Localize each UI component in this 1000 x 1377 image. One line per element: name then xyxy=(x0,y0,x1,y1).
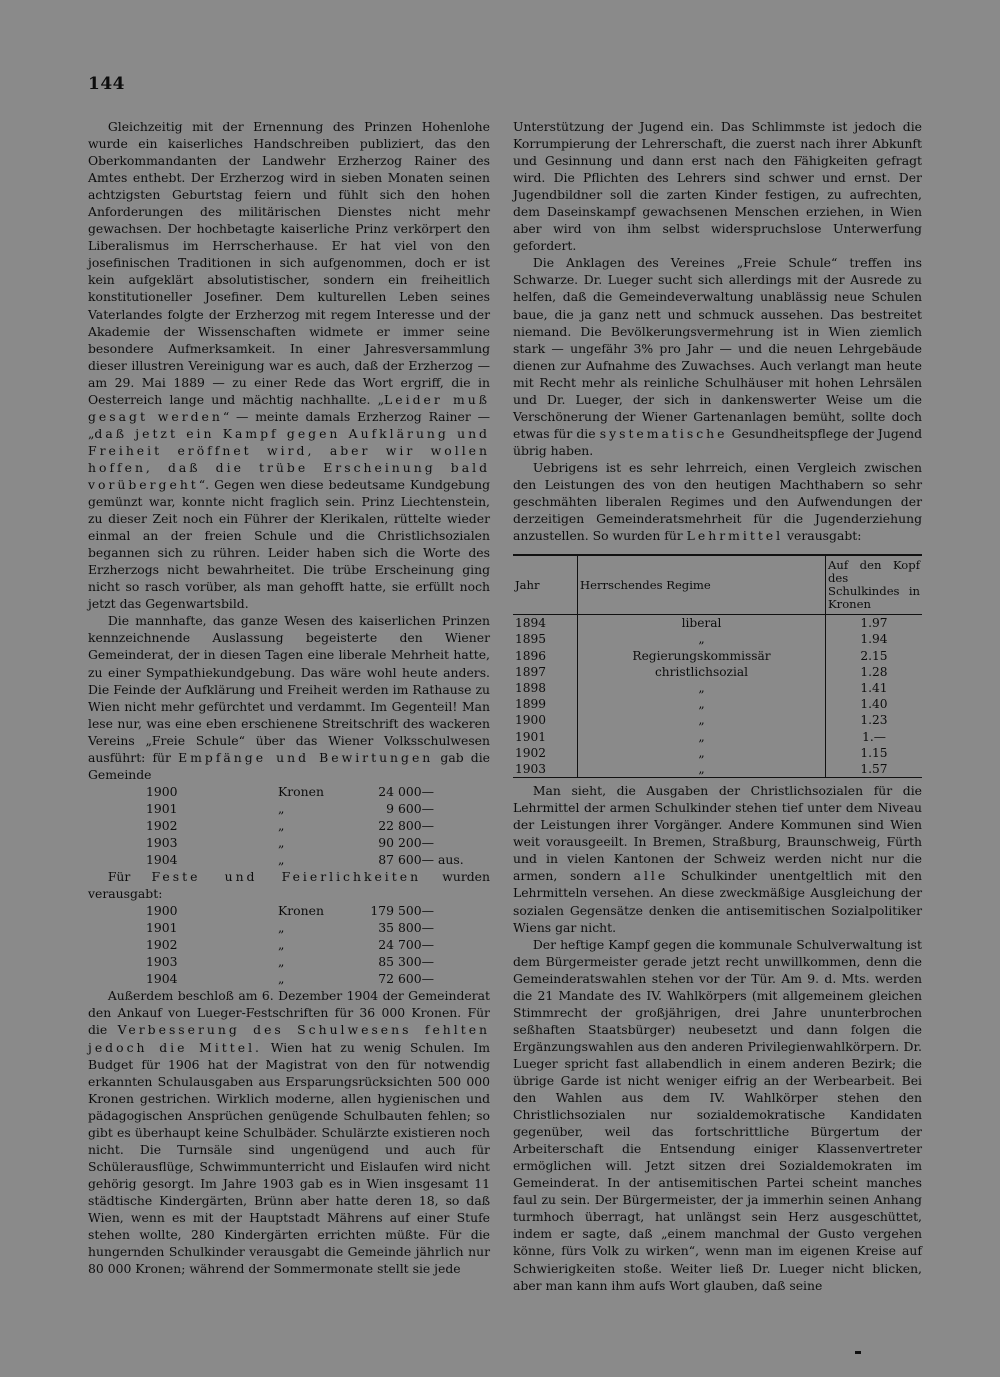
cell-regime: „ xyxy=(578,712,826,728)
amount: 24 700— xyxy=(378,937,434,953)
cell-value: 1.97 xyxy=(826,615,923,632)
list-row xyxy=(146,953,438,970)
year: 1901 xyxy=(146,920,178,936)
cell-year: 1902 xyxy=(515,745,547,760)
cell-regime: „ xyxy=(578,680,826,696)
amount: 179 500— xyxy=(370,903,434,919)
table-row xyxy=(513,712,922,728)
list-row xyxy=(146,834,464,851)
year: 1902 xyxy=(146,817,178,833)
cell-year: 1896 xyxy=(515,648,547,663)
suffix: aus. xyxy=(438,852,464,868)
list-row xyxy=(146,783,464,800)
unit: „ xyxy=(278,834,285,850)
paragraph xyxy=(513,459,922,544)
list-row xyxy=(146,800,464,817)
text-run: Gesundheitspflege der Jugend übrig haben. xyxy=(513,425,923,458)
suffix xyxy=(438,834,464,851)
year: 1902 xyxy=(146,937,178,953)
paragraph: Unterstützung der Jugend ein. Das Schlimmste ist jedoch die Korrumpierung der Lehrerschaft, die zuerst nach ihrer Abkunft und Gesinnung und dann erst nach den Fähigkeiten gefragt wird. Die Pflichten des Lehrers sind schwer und ernst. Der Jugendbildner soll die zarten Kinder festigen, zu aufrechten, dem Daseinskampf gewachsenen Menschen erziehen, in Wien aber wird von ihm selbst widerspruchslose Unterwerfung gefordert. xyxy=(513,119,922,254)
list-row xyxy=(146,902,438,919)
paragraph xyxy=(513,782,922,935)
cell-value: 1.57 xyxy=(826,761,923,778)
expense-list-festivities xyxy=(146,902,438,987)
amount: 24 000— xyxy=(378,783,434,799)
table-row xyxy=(513,680,922,696)
cell-year: 1895 xyxy=(515,632,547,647)
cell-value: 1.— xyxy=(826,729,923,745)
text-run: Uebrigens ist es sehr lehrreich, einen Vergleich zwischen den Leistungen des von den heutigen Machthabern so sehr geschmähten liberalen Regimes und den Aufwendungen der derzeitigen Gemeinderatsmehrheit für die Jugenderziehung anzustellen. So wurden für xyxy=(513,459,922,544)
text-run: verausgabt: xyxy=(783,528,862,544)
unit: „ xyxy=(278,800,285,816)
spaced-text: alle xyxy=(633,868,669,884)
text-run: Die mannhafte, das ganze Wesen des kaiserlichen Prinzen kennzeichnende Auslassung begeisterte den Wiener Gemeinderat, der in diesen Tagen eine liberale Mehrheit hatte, zu einer Sympathiekundgebung. Das wäre wohl heute anders. Die Feinde der Aufklärung und Freiheit werden im Rathause zu Wien nicht mehr gefürchtet und verdammt. Im Gegenteil! Man lese nur, was eine eben erschienene Streitschrift des wackeren Vereins „Freie Schule“ über das Wiener Volksschulwesen ausführt: für xyxy=(88,613,490,765)
text-run: Gleichzeitig mit der Ernennung des Prinzen Hohenlohe wurde ein kaiserliches Handschreiben publiziert, das den Oberkommandanten der Landwehr Erzherzog Rainer des Amtes enthebt. Der Erzherzog wird in sieben Monaten seinen achtzigsten Geburtstag feiern und fühlt sich den hohen Anforderungen des militärischen Dienstes nicht mehr gewachsen. Der hochbetagte kaiserliche Prinz verkörpert den Liberalismus im Herrscherhause. Er hat viel von den josefinischen Traditionen in sich aufgenommen, doch er ist kein aufgeklärt absolutistischer, sondern ein freiheitlich konstitutioneller Josefiner. Dem kulturellen Leben seines Vaterlandes folgte der Erzherzog mit regem Interesse und der Akademie der Wissenschaften widmete er immer seine besondere Aufmerksamkeit. In einer Jahresversammlung dieser illustren Vereinigung war es auch, daß der Erzherzog — am 29. Mai 1889 — zu einer Rede das Wort ergriff, die in Oesterreich lange und mächtig nachhallte. „ xyxy=(88,119,490,407)
list-row xyxy=(146,970,438,987)
text-run: Schulkinder unentgeltlich mit den Lehrmitteln versehen. An diese zweckmäßige Ausgleichung der sozialen Gegensätze denken die antisemitischen Sozialpolitiker Wiens gar nicht. xyxy=(513,868,923,935)
left-column xyxy=(88,118,490,1277)
table-row xyxy=(513,729,922,745)
suffix xyxy=(438,800,464,817)
paragraph xyxy=(88,612,490,782)
year: 1900 xyxy=(146,783,178,799)
list-row xyxy=(146,817,464,834)
unit: „ xyxy=(278,852,285,868)
spaced-text: Verbesserung des Schulwesens fehlten jedoch die Mittel. xyxy=(88,1022,491,1055)
expense-list-receptions xyxy=(146,783,464,868)
list-row xyxy=(146,919,438,936)
column-header-year: Jahr xyxy=(513,556,578,615)
text-run: Wien hat zu wenig Schulen. Im Budget für 1906 hat der Magistrat von den für notwendig erkannten Schulausgaben aus Ersparungsrücksichten 500 000 Kronen gestrichen. Wirklich moderne, allen hygienischen und pädagogischen Ansprüchen genügende Schulbauten fehlen; so gibt es überhaupt keine Schulbäder. Schulärzte existieren noch nicht. Die Turnsäle sind ungenügend und auch für Schülerausflüge, Schwimmunterricht und Eislaufen wird nicht gehörig gesorgt. Im Jahre 1903 gab es in Wien insgesamt 11 städtische Kindergärten, Brünn aber hatte deren 18, so daß Wien, wenn es mit der Hauptstadt Mährens auf einer Stufe stehen wollte, 280 Kindergärten errichten müßte. Für die hungernden Schulkinder verausgabt die Gemeinde jährlich nur 80 000 Kronen; während der Sommermonate stellt sie jede xyxy=(88,1039,491,1277)
cell-year: 1903 xyxy=(513,761,578,778)
text-run: “. Gegen wen diese bedeutsame Kundgebung gemünzt war, konnte nicht fraglich sein. Prinz Liechtenstein, zu dieser Zeit noch ein Führer der Klerikalen, rüttelte wieder einmal an der freien Schule und die Christlichsozialen begannen sich zu rühren. Leider haben sich die Worte des Erzherzogs nicht bewahrheitet. Die trübe Erscheinung ging nicht so rasch vorüber, als man gehofft hatte, sie erfüllt noch jetzt das Gegenwartsbild. xyxy=(88,476,490,612)
amount: 85 300— xyxy=(378,954,434,970)
table-row xyxy=(513,615,922,632)
text-run: gab die Gemeinde xyxy=(88,749,491,782)
text-run: Für xyxy=(107,869,152,885)
cell-year: 1901 xyxy=(515,729,547,744)
paragraph: Der heftige Kampf gegen die kommunale Schulverwaltung ist dem Bürgermeister gerade jetzt recht unwillkommen, denn die Gemeinderatswahlen stehen vor der Tür. Am 9. d. Mts. werden die 21 Mandate des IV. Wahlkörpers (mit allgemeinem gleichen Stimmrecht der großjährigen, drei Jahre ununterbrochen seßhaften Staatsbürger) neubesetzt und dann folgen die Ergänzungswahlen aus den anderen Privilegienwahlkörpern. Dr. Lueger spricht fast allabendlich in einem anderen Bezirk; die übrige Garde ist nicht weniger eifrig an der Werbearbeit. Bei den Wahlen aus dem IV. Wahlkörper stehen den Christlichsozialen nur sozialdemokratische Kandidaten gegenüber, weil das fortschrittliche Bürgertum der Arbeiterschaft die Entsendung einiger Klassenvertreter ermöglichen will. Jetzt sitzen drei Sozialdemokraten im Gemeinderat. In der antisemitischen Partei scheint manches faul zu sein. Der Bürgermeister, der ja immerhin seinen Anhang turmhoch überragt, hat unlängst sein Herz ausgeschüttet, indem er sagte, daß „einem manchmal der Gusto vergehen könne, fürs Volk zu wirken“, wenn man im eigenen Kreise auf Schwierigkeiten stoße. Weiter ließ Dr. Lueger nicht blicken, aber man kann ihm aufs Wort glauben, daß seine xyxy=(513,936,922,1293)
amount: 35 800— xyxy=(378,920,434,936)
text-run: Die Anklagen des Vereines „Freie Schule“ treffen ins Schwarze. Dr. Lueger sucht sich allerdings mit der Ausrede zu helfen, daß die Gemeindeverwaltung unablässig neue Schulen baue, die ja ganz nett und schmuck aussehen. Das bestreitet niemand. Die Bevölkerungsvermehrung ist in Wien ziemlich stark — ungefähr 3% pro Jahr — und die neuen Lehrgebäude dienen zur Aufnahme des Zuwachses. Auch verlangt man heute mit Recht mehr als reinliche Schulhäuser mit hohen Lehrsälen und Dr. Lueger, der sich in dankenswerter Weise um die Verschönerung der Wiener Gartenanlagen bemüht, sollte doch etwas für die xyxy=(513,255,922,441)
cell-value: 1.41 xyxy=(826,680,923,696)
year: 1901 xyxy=(146,800,178,816)
table-row xyxy=(513,696,922,712)
text-run: wurden verausgabt: xyxy=(88,869,490,902)
text-run: Man sieht, die Ausgaben der Christlichsozialen für die Lehrmittel der armen Schulkinder stehen tief unter dem Niveau der Leistungen ihrer Vorgänger. Andere Kommunen sind Wien weit vorausgeeilt. In Bremen, Straßburg, Braunschweig, Fürth und in vielen Kantonen der Schweiz werden nicht nur die armen, sondern xyxy=(513,783,922,884)
cell-value: 1.40 xyxy=(826,696,923,712)
year: 1903 xyxy=(146,834,178,850)
teaching-materials-table xyxy=(513,556,922,778)
cell-regime: „ xyxy=(578,696,826,712)
table-row xyxy=(513,745,922,761)
column-header-per-child: Auf den Kopf des Schulkindes in Kronen xyxy=(826,556,923,615)
table-row xyxy=(513,761,922,778)
table-row xyxy=(513,631,922,647)
cell-year: 1897 xyxy=(515,664,547,679)
spaced-text: daß jetzt ein Kampf gegen Aufklärung und Freiheit eröffnet wird, aber wir wollen hoffen, daß die trübe Erscheinung bald vorübergeht xyxy=(88,425,490,492)
column-header-regime: Herrschendes Regime xyxy=(578,556,826,615)
cell-year: 1900 xyxy=(515,713,547,728)
unit: „ xyxy=(278,954,285,970)
cell-value: 1.15 xyxy=(826,745,923,761)
cell-year: 1894 xyxy=(515,616,547,631)
amount: 90 200— xyxy=(378,834,434,850)
amount: 72 600— xyxy=(378,971,434,987)
cell-value: 1.28 xyxy=(826,664,923,680)
text-run: “ — meinte damals Erzherzog Rainer — „ xyxy=(88,408,490,441)
year: 1900 xyxy=(146,903,178,919)
paragraph xyxy=(513,254,922,459)
list-row xyxy=(146,851,464,868)
year: 1904 xyxy=(146,852,178,868)
cell-regime: liberal xyxy=(578,615,826,632)
unit: „ xyxy=(278,937,285,953)
spaced-text: Lehrmittel xyxy=(686,528,784,544)
print-mark xyxy=(855,1351,861,1354)
cell-regime: „ xyxy=(578,631,826,647)
page-number: 144 xyxy=(88,74,125,94)
cell-regime: „ xyxy=(578,745,826,761)
amount: 87 600— xyxy=(378,852,434,868)
spaced-text: Leider muß gesagt werden xyxy=(88,391,490,424)
paragraph xyxy=(88,868,490,902)
table-row xyxy=(513,648,922,664)
cell-regime: „ xyxy=(578,729,826,745)
spaced-text: Empfänge und Bewirtungen xyxy=(178,749,434,765)
unit: „ xyxy=(278,817,285,833)
cell-regime: Regierungskommissär xyxy=(578,648,826,664)
cell-year: 1898 xyxy=(515,680,547,695)
year: 1904 xyxy=(146,971,178,987)
right-column xyxy=(513,118,922,1294)
amount: 22 800— xyxy=(378,817,434,833)
spaced-text: Feste und Feierlichkeiten xyxy=(151,869,422,885)
suffix xyxy=(438,817,464,834)
suffix xyxy=(438,783,464,800)
spaced-text: systematische xyxy=(599,425,728,441)
amount: 9 600— xyxy=(386,800,434,816)
text-run: Außerdem beschloß am 6. Dezember 1904 der Gemeinderat den Ankauf von Lueger-Festschriften für 36 000 Kronen. Für die xyxy=(88,988,490,1038)
unit: Kronen xyxy=(278,783,324,799)
year: 1903 xyxy=(146,954,178,970)
paragraph xyxy=(88,987,490,1277)
unit: „ xyxy=(278,920,285,936)
cell-regime: „ xyxy=(578,761,826,778)
unit: Kronen xyxy=(278,903,324,919)
cell-value: 2.15 xyxy=(826,648,923,664)
unit: „ xyxy=(278,971,285,987)
cell-value: 1.23 xyxy=(826,712,923,728)
table-row xyxy=(513,664,922,680)
cell-year: 1899 xyxy=(515,697,547,712)
list-row xyxy=(146,936,438,953)
cell-regime: christlichsozial xyxy=(578,664,826,680)
cell-value: 1.94 xyxy=(826,631,923,647)
paragraph xyxy=(88,118,490,612)
